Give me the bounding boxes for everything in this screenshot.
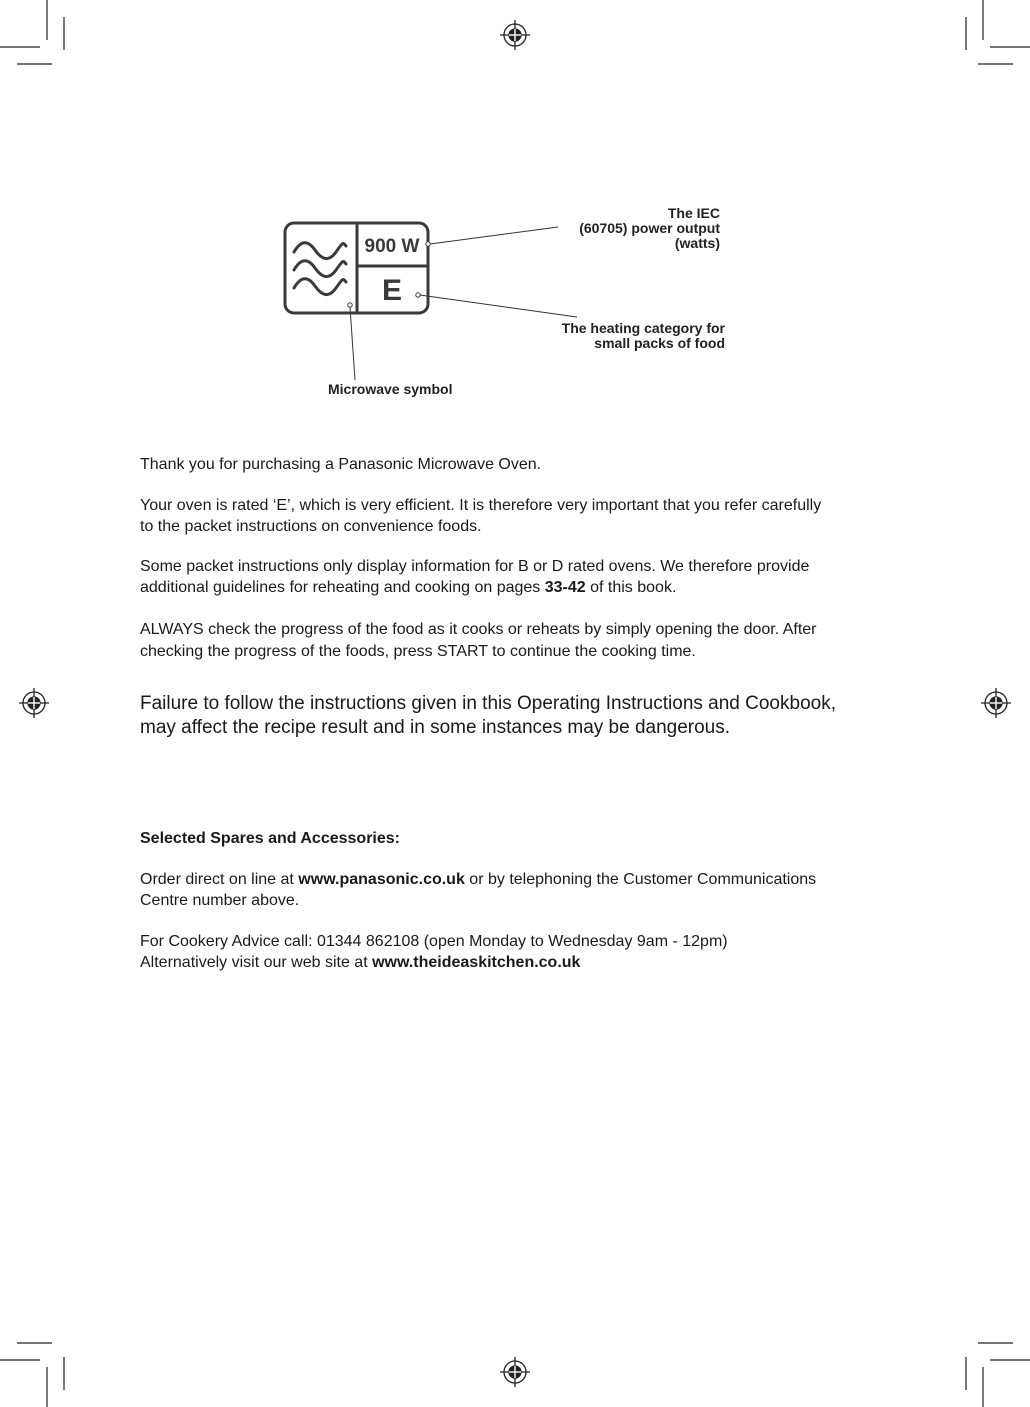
category-letter: E [381, 274, 403, 307]
order-line [140, 870, 900, 891]
packet-text: additional guidelines for reheating and cooking on pages [140, 578, 545, 596]
packet-line [140, 578, 900, 599]
cookery-line: For Cookery Advice call: 01344 862108 (open Monday to Wednesday 9am - 12pm) [140, 933, 728, 950]
category-label-line: small packs of food [594, 335, 725, 351]
cookery-text: Alternatively visit our web site at [140, 953, 373, 971]
power-label-line: (60705) power output [579, 220, 720, 236]
oven-rating-diagram [0, 0, 1030, 420]
power-value: 900 W [364, 236, 420, 257]
always-line: ALWAYS check the progress of the food as it cooks or reheats by simply opening the door. After [140, 621, 817, 638]
order-text: Order direct on line at [140, 871, 299, 888]
crop-mark-icon [966, 1343, 1030, 1407]
registration-mark-icon [19, 688, 49, 718]
symbol-label: Microwave symbol [328, 381, 453, 397]
rating-line: to the packet instructions on convenience foods. [140, 517, 482, 535]
cookery-paragraph [140, 932, 900, 973]
rating-label-graphic [0, 0, 1030, 420]
order-paragraph [140, 870, 900, 911]
page-range: 33-42 [544, 578, 586, 596]
thanks-paragraph: Thank you for purchasing a Panasonic Microwave Oven. [140, 456, 542, 473]
registration-mark-icon [981, 688, 1011, 718]
rating-line: Your oven is rated ‘E’, which is very efficient. It is therefore very important that you refer carefully [140, 497, 822, 514]
packet-paragraph [140, 557, 900, 598]
order-text: or by telephoning the Customer Communications [464, 871, 817, 888]
registration-mark-icon [500, 1357, 530, 1387]
cookery-line [140, 953, 900, 974]
failure-line: may affect the recipe result and in some instances may be dangerous. [140, 716, 731, 738]
always-line: checking the progress of the foods, press START to continue the cooking time. [140, 643, 696, 660]
always-paragraph [140, 619, 900, 663]
failure-paragraph [140, 692, 920, 739]
category-label [562, 321, 725, 351]
failure-line: Failure to follow the instructions given in this Operating Instructions and Cookbook, [140, 693, 836, 714]
ideaskitchen-link: www.theideaskitchen.co.uk [372, 953, 581, 971]
power-label [579, 206, 720, 251]
power-label-line: The IEC [667, 205, 720, 221]
packet-text: of this book. [585, 578, 677, 596]
panasonic-link: www.panasonic.co.uk [298, 871, 465, 888]
order-line: Centre number above. [140, 891, 300, 909]
rating-paragraph [140, 496, 900, 537]
spares-heading: Selected Spares and Accessories: [140, 830, 400, 847]
crop-mark-icon [0, 1343, 64, 1407]
packet-line: Some packet instructions only display information for B or D rated ovens. We therefore provide [140, 558, 810, 575]
power-label-line: (watts) [674, 235, 720, 251]
category-label-line: The heating category for [561, 320, 725, 336]
